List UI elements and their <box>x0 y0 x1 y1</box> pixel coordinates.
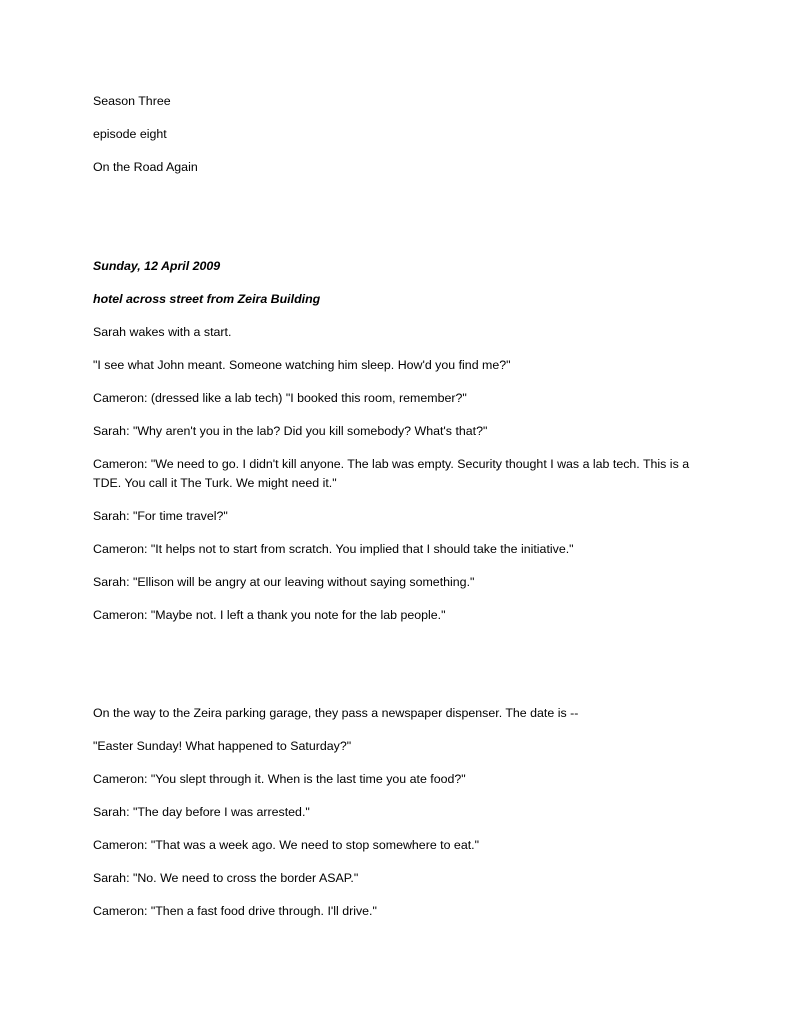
paragraph: Cameron: "Maybe not. I left a thank you note for the lab people." <box>93 608 446 622</box>
paragraph: Sarah: "No. We need to cross the border ASAP." <box>93 871 359 885</box>
paragraph: Cameron: (dressed like a lab tech) "I booked this room, remember?" <box>93 391 467 405</box>
paragraph: Cameron: "That was a week ago. We need to stop somewhere to eat." <box>93 838 479 852</box>
paragraph: Cameron: "It helps not to start from scratch. You implied that I should take the initiative." <box>93 542 574 556</box>
episode-heading: episode eight <box>93 127 167 141</box>
paragraph: Sarah: "For time travel?" <box>93 509 228 523</box>
paragraph: Sarah: "The day before I was arrested." <box>93 805 310 819</box>
paragraph: "Easter Sunday! What happened to Saturday?" <box>93 739 352 753</box>
scene-location: hotel across street from Zeira Building <box>93 292 321 306</box>
paragraph: Cameron: "Then a fast food drive through. I'll drive." <box>93 904 377 918</box>
paragraph: On the way to the Zeira parking garage, they pass a newspaper dispenser. The date is -- <box>93 706 579 720</box>
paragraph: Cameron: "You slept through it. When is the last time you ate food?" <box>93 772 466 786</box>
episode-title: On the Road Again <box>93 160 198 174</box>
paragraph: Cameron: "We need to go. I didn't kill anyone. The lab was empty. Security thought I was a lab tech. This is a TDE. You call it The Turk. We might need it." <box>93 457 690 490</box>
scene-date: Sunday, 12 April 2009 <box>93 259 221 273</box>
paragraph: "I see what John meant. Someone watching him sleep. How'd you find me?" <box>93 358 511 372</box>
paragraph: Sarah: "Ellison will be angry at our leaving without saying something." <box>93 575 475 589</box>
paragraph: Sarah wakes with a start. <box>93 325 232 339</box>
season-heading: Season Three <box>93 94 171 108</box>
paragraph: Sarah: "Why aren't you in the lab? Did you kill somebody? What's that?" <box>93 424 488 438</box>
